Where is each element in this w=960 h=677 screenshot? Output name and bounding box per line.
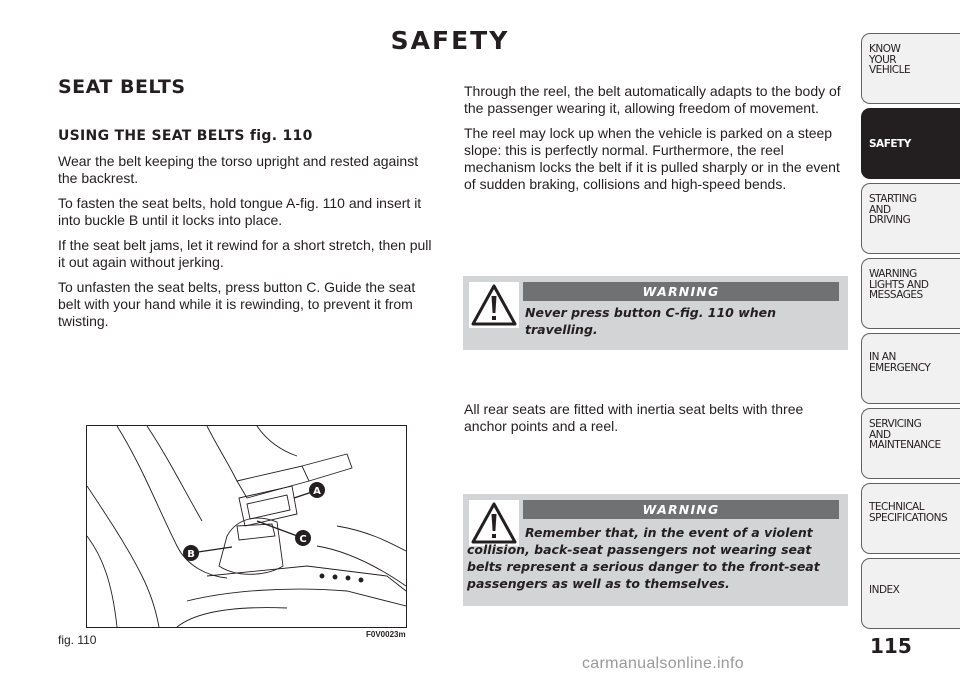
seat-belt-buckle-illustration xyxy=(87,426,406,627)
warning-heading: WARNING xyxy=(523,282,839,301)
body-paragraph: To fasten the seat belts, hold tongue A-fig. 110 and insert it into buckle B until it locks into place. xyxy=(58,195,422,228)
body-paragraph: Through the reel, the belt automatically adapts to the body of the passenger wearing it, allowing freedom of movement. xyxy=(464,83,841,116)
figure-caption: fig. 110 xyxy=(58,633,97,647)
warning-triangle-icon xyxy=(469,282,519,328)
callout-b: B xyxy=(187,549,195,560)
page-number: 115 xyxy=(870,634,912,658)
right-column xyxy=(464,83,842,201)
tab-index[interactable]: INDEX xyxy=(861,558,960,629)
chapter-tabs xyxy=(861,33,960,629)
tab-technical-specifications[interactable]: TECHNICAL SPECIFICATIONS xyxy=(861,483,960,554)
seat-belt-figure xyxy=(86,425,407,628)
watermark: carmanualsonline.info xyxy=(582,655,744,672)
warning-text: Never press button C-fig. 110 when travelling. xyxy=(525,305,777,337)
body-paragraph: To unfasten the seat belts, press button C. Guide the seat belt with your hand while it is rewinding, to prevent it from twisting. xyxy=(58,279,416,329)
section-title: SEAT BELTS xyxy=(58,76,186,98)
tab-know-your-vehicle[interactable]: KNOW YOUR VEHICLE xyxy=(861,33,960,104)
callout-a: A xyxy=(313,486,321,497)
body-paragraph: All rear seats are fitted with inertia seat belts with three anchor points and a reel. xyxy=(464,401,804,434)
tab-warning-lights-and-messages[interactable]: WARNING LIGHTS AND MESSAGES xyxy=(861,258,960,329)
body-paragraph: Wear the belt keeping the torso upright and rested against the backrest. xyxy=(58,153,419,186)
tab-safety[interactable]: SAFETY xyxy=(861,108,960,179)
body-paragraph: The reel may lock up when the vehicle is parked on a steep slope: this is perfectly normal. Furthermore, the reel mechanism locks the belt if it is pulled sharply or in the event of sudden braking, collisions and high-speed bends. xyxy=(464,125,840,192)
subsection-title: USING THE SEAT BELTS fig. 110 xyxy=(58,128,313,144)
warning-heading: WARNING xyxy=(523,500,839,519)
tab-in-an-emergency[interactable]: IN AN EMERGENCY xyxy=(861,333,960,404)
figure-code: F0V0023m xyxy=(366,630,406,639)
warning-text: Remember that, in the event of a violent collision, back-seat passengers not wearing seat belts represent a serious danger to the front-seat passengers as well as to themselves. xyxy=(467,525,820,591)
callout-c: C xyxy=(299,534,307,545)
tab-servicing-and-maintenance[interactable]: SERVICING AND MAINTENANCE xyxy=(861,408,960,479)
warning-box xyxy=(463,276,848,350)
left-column xyxy=(58,153,440,338)
page-title: SAFETY xyxy=(390,26,510,55)
warning-box xyxy=(463,494,848,606)
tab-starting-and-driving[interactable]: STARTING AND DRIVING xyxy=(861,183,960,254)
body-paragraph: If the seat belt jams, let it rewind for a short stretch, then pull it out again without jerking. xyxy=(58,237,432,270)
